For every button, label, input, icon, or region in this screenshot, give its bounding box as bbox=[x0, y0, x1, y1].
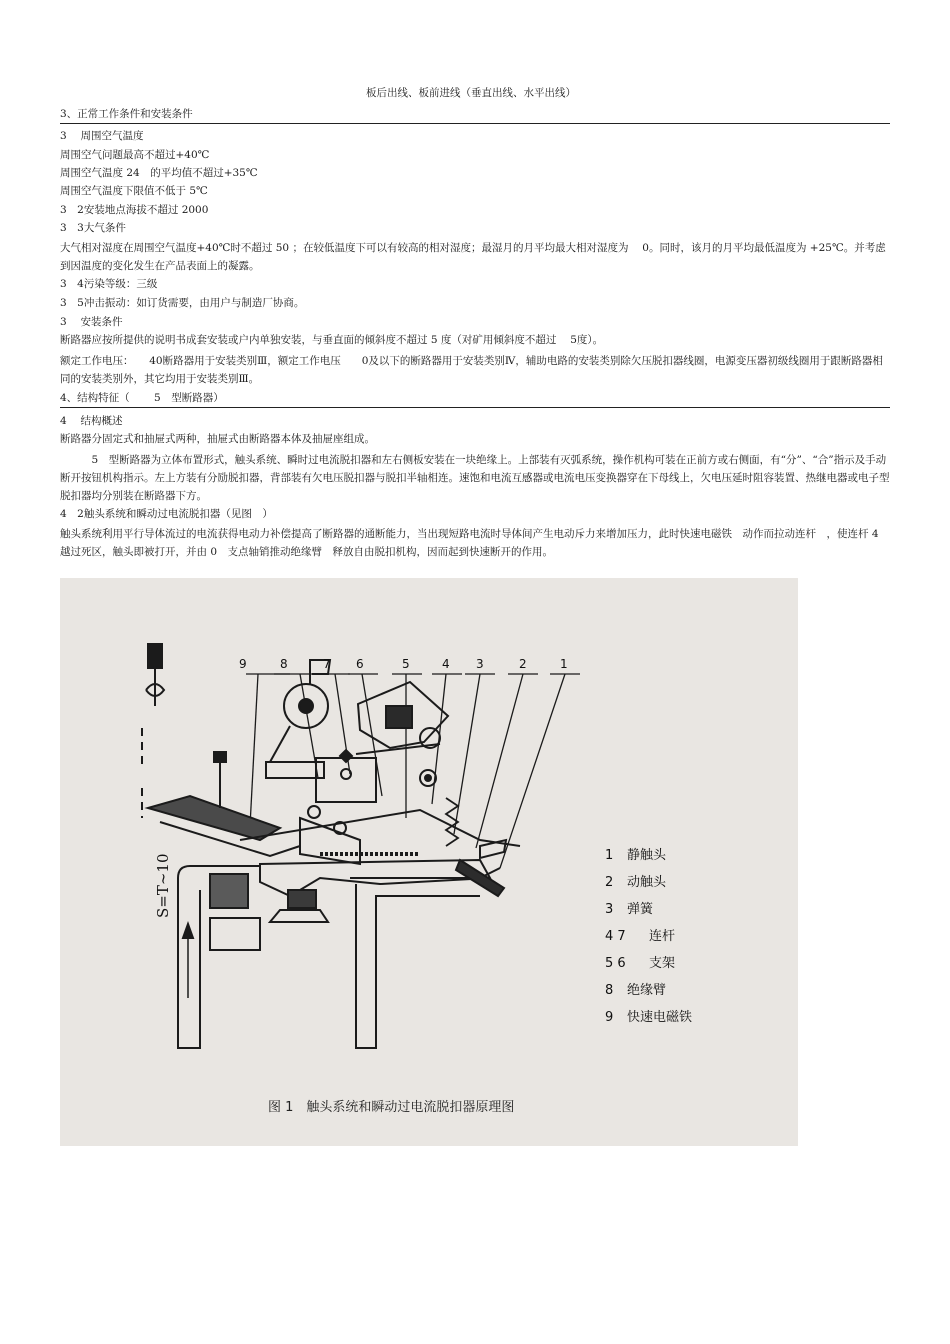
structure-line: 断路器分固定式和抽屉式两种，抽屉式由断路器本体及抽屉座组成。 bbox=[60, 433, 375, 445]
temp-heading: 3 周围空气温度 bbox=[60, 130, 144, 142]
temp-avg: 周围空气温度 24 的平均值不超过+35℃ bbox=[60, 167, 258, 179]
legend-label: 绝缘臂 bbox=[627, 983, 667, 998]
structure-paragraph: 5 型断路器为立体布置形式，触头系统、瞬时过电流脱扣器和左右侧板安装在一块绝缘上。上部装有灭弧系统，操作机构可装在正前方或右侧面，有“分”、“合”指示及手动断开按钮机构指示。左上方装有分励脱扣器，背部装有欠电压脱扣器与脱扣半轴相连。速饱和电流互感器或电流电压变换器穿在下母线上，欠电压延时阻容装置、热继电器或电子型脱扣器均分别装在断路器下方。 bbox=[60, 454, 890, 502]
legend-label: 连杆 bbox=[649, 929, 676, 944]
legend-number: 9 bbox=[605, 1010, 614, 1025]
section3-heading: 3、正常工作条件和安装条件 bbox=[60, 108, 193, 120]
legend-number: 5 6 bbox=[605, 956, 626, 971]
temp-max: 周围空气问题最高不超过+40℃ bbox=[60, 149, 210, 161]
callout-5: 5 bbox=[402, 657, 410, 671]
legend-item bbox=[605, 925, 675, 944]
dimension-label: S=T~10 bbox=[154, 853, 172, 918]
temp-min: 周围空气温度下限值不低于 5℃ bbox=[60, 185, 208, 197]
figure-1 bbox=[60, 578, 798, 1146]
callout-numbers bbox=[239, 657, 568, 671]
callout-3: 3 bbox=[476, 657, 484, 671]
legend-number: 4 7 bbox=[605, 929, 626, 944]
legend-number: 2 bbox=[605, 875, 614, 890]
subtitle: 板后出线、板前进线（垂直出线、水平出线） bbox=[366, 87, 576, 99]
install-paragraph: 断路器应按所提供的说明书成套安装或户内单独安装，与垂直面的倾斜度不超过 5 度（对矿用倾斜度不超过 5度）。 bbox=[60, 334, 604, 346]
callout-9: 9 bbox=[239, 657, 247, 671]
legend-label: 弹簧 bbox=[627, 902, 654, 917]
legend-item bbox=[605, 898, 653, 917]
altitude: 3 2安装地点海拔不超过 2000 bbox=[60, 204, 209, 216]
callout-6: 6 bbox=[356, 657, 364, 671]
pollution-level: 3 4污染等级：三级 bbox=[60, 278, 158, 290]
callout-8: 8 bbox=[280, 657, 288, 671]
contact-heading: 4 2触头系统和瞬动过电流脱扣器（见图 ） bbox=[60, 508, 273, 520]
humidity-paragraph: 大气相对湿度在周围空气温度+40℃时不超过 50 ；在较低温度下可以有较高的相对湿度；最湿月的月平均最大相对湿度为 0。同时，该月的月平均最低温度为 +25℃。并考虑到因温度的变化发生在产品表面上的凝露。 bbox=[60, 242, 886, 272]
legend-number: 8 bbox=[605, 983, 614, 998]
section4-heading: 4、结构特征（ 5 型断路器） bbox=[60, 392, 224, 404]
legend-number: 3 bbox=[605, 902, 614, 917]
callout-4: 4 bbox=[442, 657, 450, 671]
legend-label: 动触头 bbox=[627, 875, 667, 890]
legend-number: 1 bbox=[605, 848, 614, 863]
callout-2: 2 bbox=[519, 657, 527, 671]
legend-item bbox=[605, 1006, 692, 1025]
legend-item bbox=[605, 979, 666, 998]
section-rule bbox=[60, 407, 890, 408]
rated-voltage-paragraph: 额定工作电压： 40断路器用于安装类别Ⅲ，额定工作电压 0及以下的断路器用于安装类别Ⅳ，辅助电路的安装类别除欠压脱扣器线圈，电源变压器初级线圈用于跟断路器相同的安装类别外，其它均用于安装类别Ⅲ。 bbox=[60, 355, 883, 385]
mechanism-diagram bbox=[60, 578, 798, 1146]
structure-heading: 4 结构概述 bbox=[60, 415, 123, 427]
callout-1: 1 bbox=[560, 657, 568, 671]
callout-7: 7 bbox=[323, 657, 331, 671]
figure-caption: 图 1 触头系统和瞬动过电流脱扣器原理图 bbox=[268, 1100, 515, 1115]
contact-paragraph: 触头系统利用平行导体流过的电流获得电动力补偿提高了断路器的通断能力，当出现短路电流时导体间产生电动斥力来增加压力，此时快速电磁铁 动作而拉动连杆 ，使连杆 4 越过死区，触头即被打开，并由 0 支点轴销推动绝缘臂 释放自由脱扣机构，因而起到快速断开的作用。 bbox=[60, 528, 879, 558]
legend-item bbox=[605, 871, 666, 890]
install-heading: 3 安装条件 bbox=[60, 316, 123, 328]
legend-label: 静触头 bbox=[627, 848, 667, 863]
atmosphere-heading: 3 3大气条件 bbox=[60, 222, 126, 234]
legend-item bbox=[605, 844, 666, 863]
legend-label: 快速电磁铁 bbox=[627, 1010, 693, 1025]
section-rule bbox=[60, 123, 890, 124]
shock-vibration: 3 5冲击振动：如订货需要，由用户与制造厂协商。 bbox=[60, 297, 305, 309]
legend-item bbox=[605, 952, 675, 971]
legend-label: 支架 bbox=[649, 956, 676, 971]
